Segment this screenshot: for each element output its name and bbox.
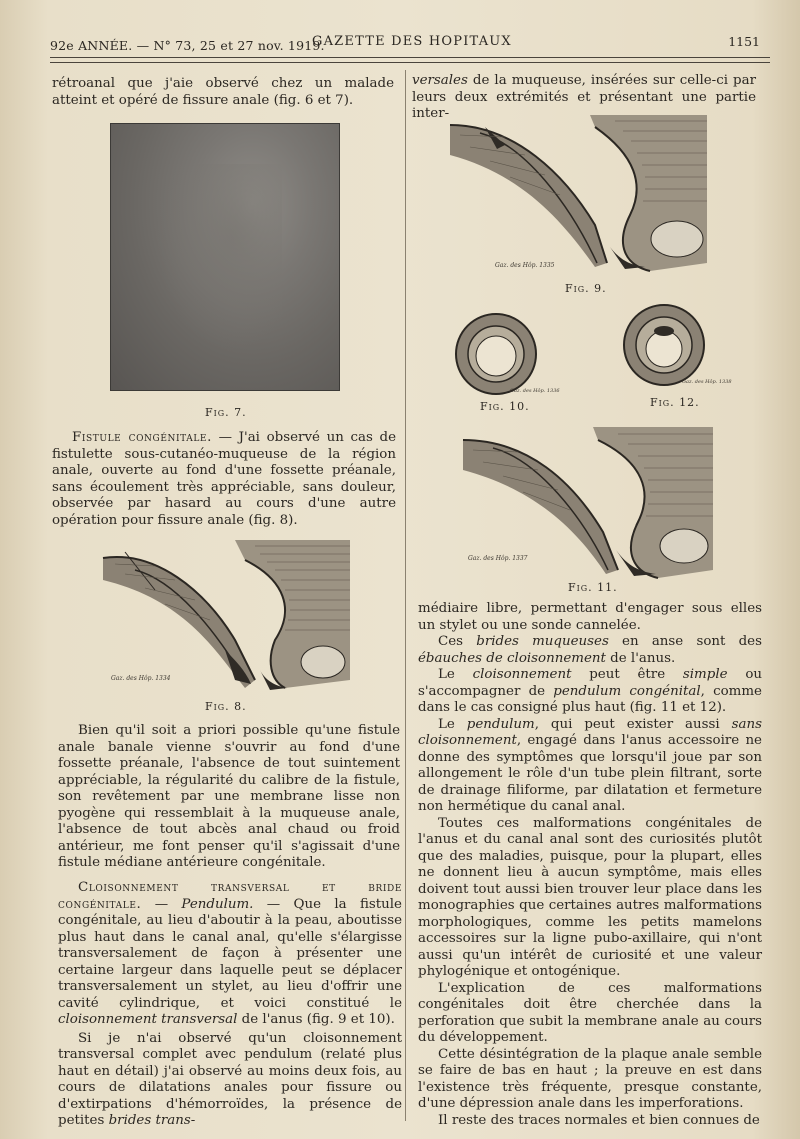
- fig8-credit: Gaz. des Hôp. 1334: [111, 675, 171, 682]
- bien-paragraph: Bien qu'il soit a priori possible qu'une fistule anale banale vienne s'ouvrir au fond d'une fossette préanale, l'absence de tout suintement appréciable, la régularité du calibre de la fistule, son revêtement par une membrane lisse non pyogène qui ressemblait à la muqueuse anale, l'absence de tout abcès anal chaud ou froid antérieur, me font penser qu'il s'agissait d'une fistule médiane antérieure congénitale.: [58, 723, 400, 870]
- fig10-credit: Gaz. des Hôp. 1336: [510, 388, 560, 394]
- fig9-diagram: [445, 115, 715, 275]
- fig8-left-wall: [103, 552, 255, 688]
- fig11-caption: Fig. 11.: [568, 581, 618, 594]
- fig11-diagram: [458, 422, 718, 580]
- fig11-credit: Gaz. des Hôp. 1337: [468, 555, 528, 562]
- running-header: [50, 34, 760, 54]
- fig10-diagram: [452, 312, 560, 400]
- fig12-diagram: [620, 303, 732, 391]
- header-rule-bottom: [50, 62, 770, 63]
- fig12-caption: Fig. 12.: [650, 396, 700, 409]
- fistule-heading: Fistule congénitale.: [72, 430, 212, 445]
- fig7-caption: Fig. 7.: [205, 406, 247, 419]
- fistule-text: — J'ai observé un cas de fistulette sous-cutanéo-muqueuse de la région anale, ouverte au fond d'une fossette préanale, sans écoulement très appréciable, sans douleur, observée par hasard au cours d'une autre opération pour fissure anale (fig. 8).: [52, 430, 396, 528]
- fig8-caption: Fig. 8.: [205, 700, 247, 713]
- fig9-caption: Fig. 9.: [565, 282, 607, 295]
- left-top-paragraph: rétroanal que j'aie observé chez un malade atteint et opéré de fissure anale (fig. 6 et 7).: [52, 76, 394, 108]
- right-top-paragraph: versales de la muqueuse, insérées sur celle-ci par leurs deux extrémités et présentant une partie inter-: [412, 73, 756, 121]
- fig9-credit: Gaz. des Hôp. 1335: [495, 262, 555, 269]
- cloisonnement-section: Cloisonnement transversal et bride congénitale. — Pendulum. — Que la fistule congénitale, au lieu d'aboutir à la peau, aboutisse plus haut dans le canal anal, qu'elle s'élargisse transversalement de façon à présenter une certaine largeur dans laquelle peut se déplacer transversalement un stylet, au lieu d'offrir une cavité cylindrique, et voici constitué le cloisonnement transversal de l'anus (fig. 9 et 10). Si je n'ai observé qu'un cloisonnement transversal complet avec pendulum (relaté plus haut en détail) j'ai observé au moins deux fois, au cours de dilatations anales pour fissure ou d'extirpations d'hémorroïdes, la présence de petites brides trans-: [58, 880, 402, 1128]
- header-issue: 92e ANNÉE. — N° 73, 25 et 27 nov. 1919.: [50, 38, 325, 53]
- header-rule-top: [50, 57, 770, 58]
- fig7-photograph: [110, 123, 340, 391]
- cloisonnement-heading: Cloisonnement transversal et bride congénitale.: [58, 880, 402, 912]
- fig8-diagram: [95, 530, 355, 698]
- column-divider: [405, 70, 406, 1121]
- fig10-caption: Fig. 10.: [480, 400, 530, 413]
- header-journal-title: GAZETTE DES HOPITAUX: [312, 34, 512, 49]
- fistule-section: [52, 430, 396, 529]
- fig8-right-wall: [235, 540, 350, 690]
- fig12-credit: Gaz. des Hôp. 1338: [682, 379, 732, 385]
- header-page-number: 1151: [728, 34, 760, 49]
- right-body-text: médiaire libre, permettant d'engager sous elles un stylet ou une sonde cannelée. Ces brides muqueuses en anse sont des ébauches de cloisonnement de l'anus. Le cloisonnement peut être simple ou s'accompagner de pendulum congénital, comme dans le cas consigné plus haut (fig. 11 et 12). Le pendulum, qui peut exister aussi sans cloisonnement, engagé dans l'anus accessoire ne donne des symptômes que lorsqu'il joue par son allongement le rôle d'un tube plein filtrant, sorte de drainage filiforme, par dilatation et fermeture non hermétique du canal anal. Toutes ces malformations congénitales de l'anus et du canal anal sont des curiosités plutôt que des maladies, puisque, pour la plupart, elles ne donnent lieu à aucun symptôme, mais elles doivent tout aussi bien trouver leur place dans les monographies que certaines autres malformations morphologiques, comme les petits mamelons accessoires sur la ligne pubo-axillaire, qui n'ont aussi qu'un intérêt de curiosité et une valeur phylogénique et ontogénique. L'explication de ces malformations congénitales doit être cherchée dans la perforation que subit la membrane anale au cours du développement. Cette désintégration de la plaque anale semble se faire de bas en haut ; la preuve en est dans l'existence très fréquente, presque constante, d'une dépression anale dans les imperforations. Il reste des traces normales et bien connues de: [418, 601, 762, 1128]
